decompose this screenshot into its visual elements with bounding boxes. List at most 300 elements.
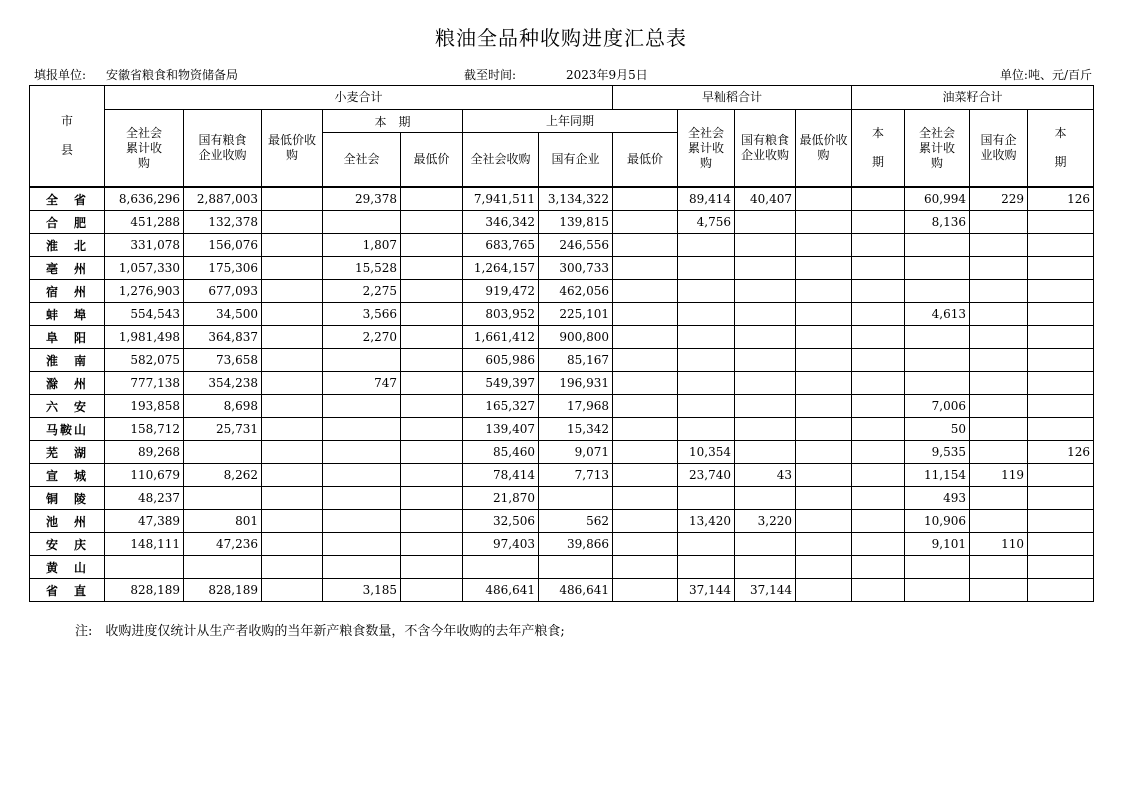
table-cell (796, 280, 852, 303)
table-cell (735, 556, 796, 579)
row-region-name: 宿 州 (30, 280, 105, 303)
table-cell (852, 579, 905, 602)
table-cell: 17,968 (539, 395, 613, 418)
table-cell (905, 280, 970, 303)
table-cell (1028, 533, 1094, 556)
table-cell (401, 441, 463, 464)
table-cell (323, 533, 401, 556)
table-cell: 39,866 (539, 533, 613, 556)
table-cell: 156,076 (184, 234, 262, 257)
table-cell (323, 487, 401, 510)
table-cell: 4,756 (678, 211, 735, 234)
table-row (30, 441, 1094, 464)
row-region-name: 阜 阳 (30, 326, 105, 349)
table-cell (905, 349, 970, 372)
table-cell (1028, 487, 1094, 510)
table-cell: 37,144 (678, 579, 735, 602)
table-cell (735, 487, 796, 510)
table-cell (678, 234, 735, 257)
table-cell (796, 395, 852, 418)
row-region-name: 淮 南 (30, 349, 105, 372)
table-row (30, 257, 1094, 280)
table-cell (401, 418, 463, 441)
table-cell: 97,403 (463, 533, 539, 556)
table-cell: 15,342 (539, 418, 613, 441)
table-cell (613, 187, 678, 211)
table-row (30, 349, 1094, 372)
table-cell (905, 257, 970, 280)
table-cell: 193,858 (105, 395, 184, 418)
table-cell: 747 (323, 372, 401, 395)
table-cell (678, 395, 735, 418)
table-cell: 148,111 (105, 533, 184, 556)
table-row (30, 556, 1094, 579)
table-cell (735, 303, 796, 326)
row-region-name: 芜 湖 (30, 441, 105, 464)
table-cell (970, 487, 1028, 510)
table-cell (613, 211, 678, 234)
table-cell: 165,327 (463, 395, 539, 418)
table-cell (184, 556, 262, 579)
wheat-ly-min-header: 最低价 (613, 133, 678, 188)
city-county-header (30, 86, 105, 188)
table-cell: 21,870 (463, 487, 539, 510)
table-cell: 29,378 (323, 187, 401, 211)
rice-period-label-2: 期 (871, 155, 884, 169)
cutoff-date-value: 2023年9月5日 (566, 68, 648, 82)
wheat-lastyear-header: 上年同期 (463, 110, 678, 133)
table-cell (678, 418, 735, 441)
footnote: 注: 收购进度仅统计从生产者收购的当年新产粮食数量，不含今年收购的去年产粮食; (75, 624, 565, 639)
table-cell (852, 487, 905, 510)
table-cell: 9,071 (539, 441, 613, 464)
table-cell (323, 211, 401, 234)
table-cell: 32,506 (463, 510, 539, 533)
table-cell (613, 280, 678, 303)
table-cell: 47,236 (184, 533, 262, 556)
table-cell: 549,397 (463, 372, 539, 395)
table-cell (401, 326, 463, 349)
table-cell (970, 211, 1028, 234)
table-cell (796, 234, 852, 257)
table-cell: 3,566 (323, 303, 401, 326)
table-cell (852, 211, 905, 234)
table-cell (262, 487, 323, 510)
table-cell (970, 326, 1028, 349)
table-cell: 9,535 (905, 441, 970, 464)
reporting-unit-value: 安徽省粮食和物资储备局 (106, 68, 239, 82)
table-cell (735, 395, 796, 418)
wheat-period-all-header: 全社会 (323, 133, 401, 188)
table-cell: 47,389 (105, 510, 184, 533)
table-cell: 73,658 (184, 349, 262, 372)
table-row (30, 280, 1094, 303)
table-cell (852, 187, 905, 211)
table-cell: 8,136 (905, 211, 970, 234)
table-cell (905, 372, 970, 395)
table-cell: 8,262 (184, 464, 262, 487)
table-cell (613, 234, 678, 257)
table-cell (401, 303, 463, 326)
table-cell (678, 326, 735, 349)
rice-state-header: 国有粮食企业收购 (735, 110, 796, 188)
table-cell (796, 418, 852, 441)
table-cell (262, 441, 323, 464)
table-cell (678, 487, 735, 510)
table-cell (105, 556, 184, 579)
table-cell: 486,641 (539, 579, 613, 602)
wheat-period-min-header: 最低价 (401, 133, 463, 188)
table-cell: 225,101 (539, 303, 613, 326)
table-cell (796, 372, 852, 395)
wheat-ly-all-header: 全社会收购 (463, 133, 539, 188)
table-cell: 3,134,322 (539, 187, 613, 211)
table-cell (262, 257, 323, 280)
table-cell (735, 257, 796, 280)
table-cell (852, 326, 905, 349)
table-cell (735, 418, 796, 441)
table-cell: 15,528 (323, 257, 401, 280)
table-cell: 34,500 (184, 303, 262, 326)
table-cell: 43 (735, 464, 796, 487)
table-cell: 13,420 (678, 510, 735, 533)
table-cell: 78,414 (463, 464, 539, 487)
table-cell: 85,460 (463, 441, 539, 464)
table-row (30, 187, 1094, 211)
table-cell: 60,994 (905, 187, 970, 211)
table-cell (796, 579, 852, 602)
table-cell (678, 556, 735, 579)
table-cell (1028, 464, 1094, 487)
table-cell: 25,731 (184, 418, 262, 441)
table-cell: 1,276,903 (105, 280, 184, 303)
table-cell (539, 556, 613, 579)
table-cell (852, 441, 905, 464)
table-cell (970, 556, 1028, 579)
table-cell: 1,264,157 (463, 257, 539, 280)
row-region-name: 蚌 埠 (30, 303, 105, 326)
table-cell (613, 533, 678, 556)
table-cell (1028, 418, 1094, 441)
table-cell (905, 556, 970, 579)
rice-cumulative-header: 全社会累计收购 (678, 110, 735, 188)
table-cell (796, 257, 852, 280)
table-cell: 246,556 (539, 234, 613, 257)
wheat-total-header: 小麦合计 (105, 86, 613, 110)
table-cell (970, 510, 1028, 533)
table-cell (796, 349, 852, 372)
table-cell: 158,712 (105, 418, 184, 441)
table-cell (401, 395, 463, 418)
report-title: 粮油全品种收购进度汇总表 (435, 26, 687, 50)
row-region-name: 省 直 (30, 579, 105, 602)
table-cell: 119 (970, 464, 1028, 487)
table-cell: 677,093 (184, 280, 262, 303)
table-cell: 9,101 (905, 533, 970, 556)
table-cell (613, 487, 678, 510)
table-cell (852, 234, 905, 257)
table-cell (262, 418, 323, 441)
table-row (30, 372, 1094, 395)
table-cell (613, 441, 678, 464)
table-cell: 582,075 (105, 349, 184, 372)
table-cell (1028, 211, 1094, 234)
table-cell (262, 533, 323, 556)
table-row (30, 395, 1094, 418)
table-cell (970, 234, 1028, 257)
table-cell (1028, 510, 1094, 533)
table-body (30, 187, 1094, 602)
row-region-name: 黄 山 (30, 556, 105, 579)
table-cell (262, 556, 323, 579)
table-cell: 85,167 (539, 349, 613, 372)
table-cell (852, 510, 905, 533)
table-cell (970, 280, 1028, 303)
table-cell: 462,056 (539, 280, 613, 303)
table-cell (1028, 257, 1094, 280)
table-cell: 364,837 (184, 326, 262, 349)
row-region-name: 六 安 (30, 395, 105, 418)
table-cell: 801 (184, 510, 262, 533)
table-cell: 196,931 (539, 372, 613, 395)
rape-period-label-1: 本 (1054, 126, 1067, 140)
table-cell (184, 441, 262, 464)
wheat-minprice-header: 最低价收购 (262, 110, 323, 188)
table-cell (1028, 303, 1094, 326)
table-cell: 110,679 (105, 464, 184, 487)
table-cell (1028, 280, 1094, 303)
table-cell: 2,275 (323, 280, 401, 303)
rapeseed-total-header: 油菜籽合计 (852, 86, 1094, 110)
table-cell (262, 349, 323, 372)
table-cell (905, 234, 970, 257)
table-cell (1028, 395, 1094, 418)
table-cell: 7,006 (905, 395, 970, 418)
table-cell (796, 556, 852, 579)
table-cell (539, 487, 613, 510)
table-row (30, 326, 1094, 349)
wheat-ly-state-header: 国有企业 (539, 133, 613, 188)
table-cell: 900,800 (539, 326, 613, 349)
table-cell (613, 395, 678, 418)
table-cell (401, 372, 463, 395)
table-cell (401, 533, 463, 556)
table-cell: 554,543 (105, 303, 184, 326)
wheat-period-header: 本 期 (323, 110, 463, 133)
table-cell: 23,740 (678, 464, 735, 487)
table-cell (970, 441, 1028, 464)
table-row (30, 234, 1094, 257)
table-cell (970, 303, 1028, 326)
table-cell: 300,733 (539, 257, 613, 280)
table-cell (735, 441, 796, 464)
table-cell: 2,887,003 (184, 187, 262, 211)
table-cell: 777,138 (105, 372, 184, 395)
table-cell (678, 257, 735, 280)
table-cell: 229 (970, 187, 1028, 211)
table-cell (262, 510, 323, 533)
table-cell (796, 187, 852, 211)
table-cell (401, 257, 463, 280)
table-row (30, 303, 1094, 326)
table-cell (796, 303, 852, 326)
table-cell (735, 211, 796, 234)
table-cell (678, 349, 735, 372)
table-cell (735, 234, 796, 257)
table-cell: 1,981,498 (105, 326, 184, 349)
table-cell (262, 464, 323, 487)
table-cell: 605,986 (463, 349, 539, 372)
table-cell (970, 418, 1028, 441)
table-cell (262, 211, 323, 234)
table-cell (401, 556, 463, 579)
table-cell (401, 280, 463, 303)
table-cell: 139,815 (539, 211, 613, 234)
table-row (30, 510, 1094, 533)
table-cell: 175,306 (184, 257, 262, 280)
table-cell (678, 280, 735, 303)
table-cell (401, 487, 463, 510)
table-cell (1028, 326, 1094, 349)
table-cell (852, 303, 905, 326)
rape-state-header: 国有企业收购 (970, 110, 1028, 188)
table-cell (735, 533, 796, 556)
table-row (30, 579, 1094, 602)
table-cell (735, 372, 796, 395)
table-cell (613, 418, 678, 441)
table-cell: 493 (905, 487, 970, 510)
table-cell (852, 372, 905, 395)
wheat-state-header: 国有粮食企业收购 (184, 110, 262, 188)
table-cell: 346,342 (463, 211, 539, 234)
table-cell: 683,765 (463, 234, 539, 257)
table-cell: 110 (970, 533, 1028, 556)
table-cell (970, 257, 1028, 280)
table-cell (905, 579, 970, 602)
table-cell: 1,807 (323, 234, 401, 257)
table-cell (852, 533, 905, 556)
measurement-units: 单位:吨、元/百斤 (999, 68, 1092, 82)
table-cell: 50 (905, 418, 970, 441)
table-cell (905, 326, 970, 349)
table-cell (613, 464, 678, 487)
early-rice-total-header: 早籼稻合计 (613, 86, 852, 110)
table-row (30, 418, 1094, 441)
table-row (30, 487, 1094, 510)
cutoff-date-label: 截至时间: (464, 68, 517, 82)
table-cell (970, 395, 1028, 418)
table-cell (613, 326, 678, 349)
table-cell (1028, 556, 1094, 579)
table-cell: 562 (539, 510, 613, 533)
table-cell: 8,698 (184, 395, 262, 418)
table-cell (852, 556, 905, 579)
city-header-label: 市 (60, 114, 73, 128)
table-cell: 828,189 (105, 579, 184, 602)
table-cell: 451,288 (105, 211, 184, 234)
row-region-name: 合 肥 (30, 211, 105, 234)
county-header-label: 县 (60, 143, 73, 157)
table-cell (852, 395, 905, 418)
table-cell (613, 556, 678, 579)
table-cell (613, 257, 678, 280)
table-cell (262, 579, 323, 602)
table-cell (262, 234, 323, 257)
rice-period-header (852, 110, 905, 188)
table-cell (1028, 372, 1094, 395)
table-cell (184, 487, 262, 510)
table-cell: 803,952 (463, 303, 539, 326)
row-region-name: 马鞍山 (30, 418, 105, 441)
row-region-name: 淮 北 (30, 234, 105, 257)
row-region-name: 滁 州 (30, 372, 105, 395)
purchase-progress-table (29, 85, 1094, 602)
table-cell (796, 464, 852, 487)
table-cell: 331,078 (105, 234, 184, 257)
row-region-name: 池 州 (30, 510, 105, 533)
wheat-cumulative-header: 全社会累计收购 (105, 110, 184, 188)
table-cell (323, 349, 401, 372)
table-cell: 89,414 (678, 187, 735, 211)
cutoff-date (464, 66, 648, 83)
table-cell (613, 579, 678, 602)
table-cell (323, 441, 401, 464)
table-cell (678, 533, 735, 556)
table-cell (401, 579, 463, 602)
table-cell (852, 349, 905, 372)
table-cell (852, 257, 905, 280)
table-cell (323, 464, 401, 487)
table-cell (613, 510, 678, 533)
table-cell (1028, 579, 1094, 602)
table-cell (970, 579, 1028, 602)
table-cell (463, 556, 539, 579)
table-cell: 828,189 (184, 579, 262, 602)
table-cell (678, 372, 735, 395)
table-cell (613, 303, 678, 326)
row-region-name: 安 庆 (30, 533, 105, 556)
table-cell (401, 211, 463, 234)
table-cell (970, 372, 1028, 395)
table-cell: 919,472 (463, 280, 539, 303)
table-cell: 10,906 (905, 510, 970, 533)
table-cell: 7,713 (539, 464, 613, 487)
table-cell (262, 280, 323, 303)
rape-period-label-2: 期 (1054, 155, 1067, 169)
table-cell (852, 280, 905, 303)
table-cell: 11,154 (905, 464, 970, 487)
table-cell: 3,220 (735, 510, 796, 533)
table-cell (262, 303, 323, 326)
table-cell (796, 533, 852, 556)
table-cell (401, 187, 463, 211)
table-cell (796, 326, 852, 349)
table-cell: 486,641 (463, 579, 539, 602)
table-cell (262, 372, 323, 395)
table-row (30, 533, 1094, 556)
rice-period-label-1: 本 (871, 126, 884, 140)
table-cell (262, 187, 323, 211)
table-cell (613, 349, 678, 372)
table-cell (970, 349, 1028, 372)
table-cell (323, 556, 401, 579)
table-cell (613, 372, 678, 395)
table-cell (678, 303, 735, 326)
table-cell: 126 (1028, 441, 1094, 464)
table-cell (401, 234, 463, 257)
table-cell (852, 464, 905, 487)
table-cell (852, 418, 905, 441)
